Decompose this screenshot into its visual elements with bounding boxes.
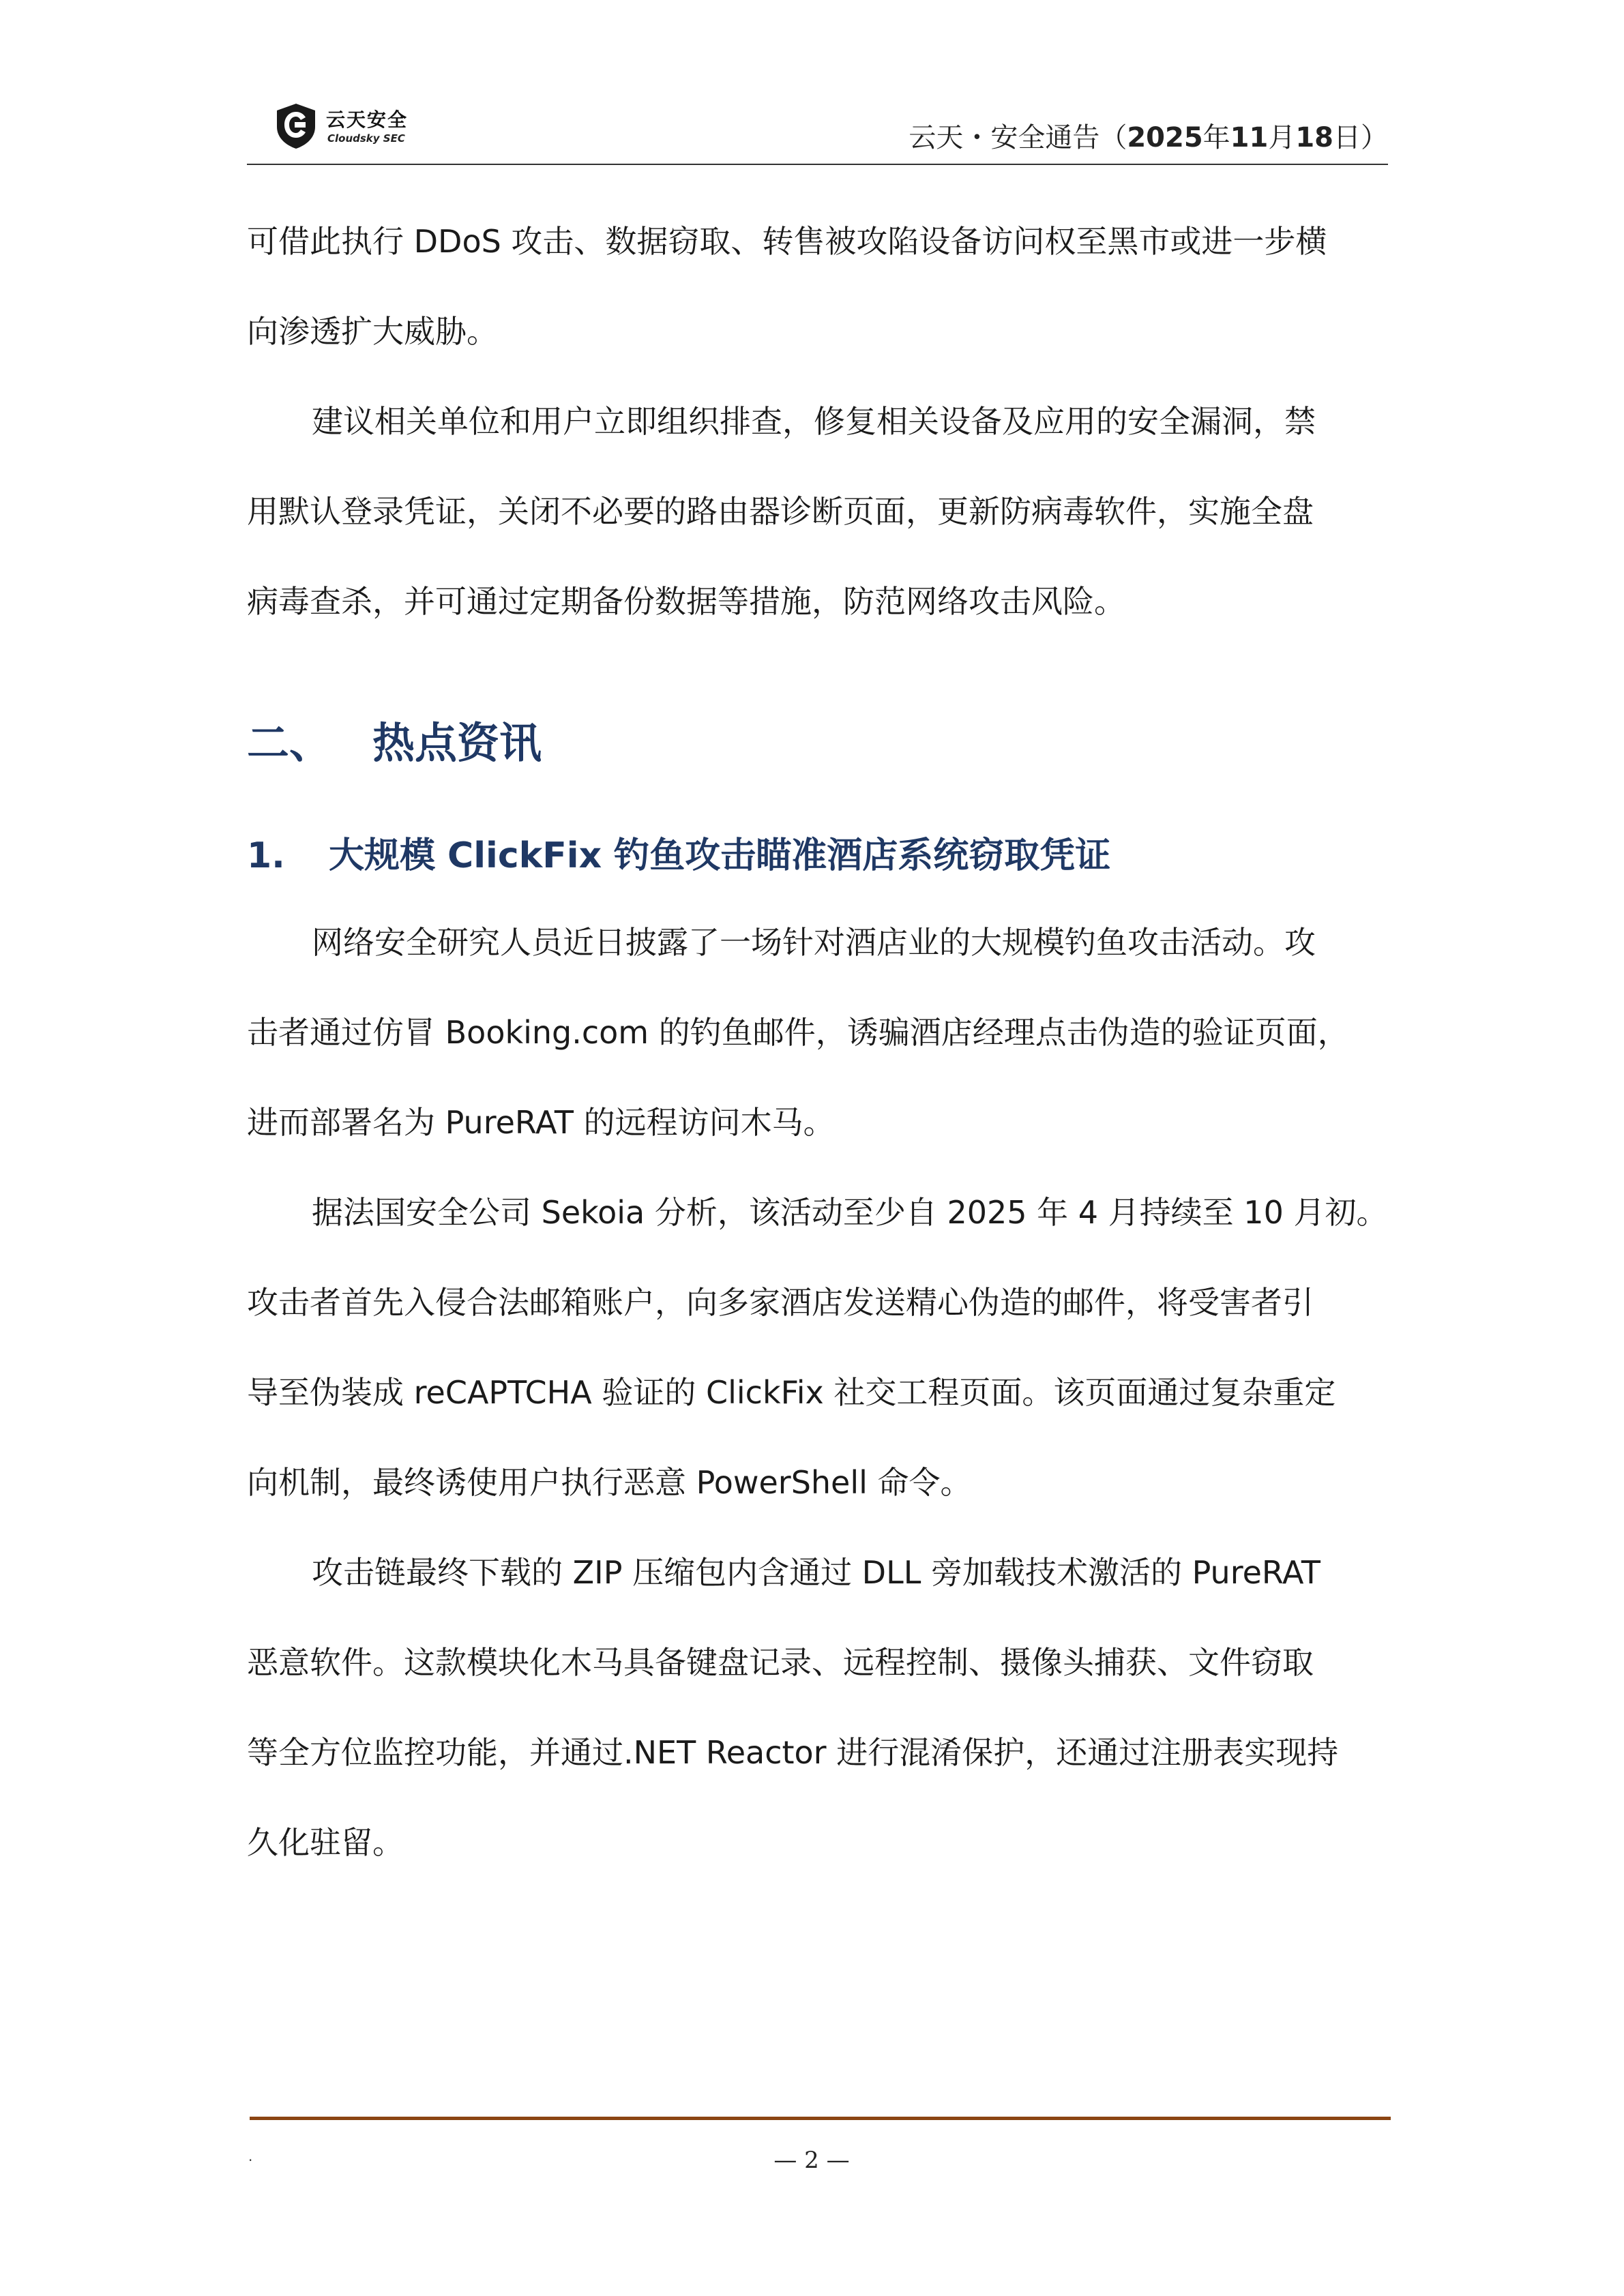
bulletin-title — [909, 116, 1388, 155]
bulletin-year: 2025 — [1127, 122, 1203, 153]
paragraph-line: 建议相关单位和用户立即组织排查，修复相关设备及应用的安全漏洞，禁 — [312, 403, 1316, 440]
paragraph-line: 病毒查杀，并可通过定期备份数据等措施，防范网络攻击风险。 — [247, 583, 1125, 620]
paragraph-line: 恶意软件。这款模块化木马具备键盘记录、远程控制、摄像头捕获、文件窃取 — [247, 1644, 1314, 1681]
paragraph-line: 等全方位监控功能，并通过.NET Reactor 进行混淆保护，还通过注册表实现持 — [247, 1734, 1339, 1771]
paragraph-line: 击者通过仿冒 Booking.com 的钓鱼邮件，诱骗酒店经理点击伪造的验证页面， — [247, 1014, 1349, 1051]
subsection-title: 大规模 ClickFix 钓鱼攻击瞄准酒店系统窃取凭证 — [328, 835, 1111, 876]
logo-english-text: Cloudsky SEC — [327, 132, 405, 145]
bulletin-month-unit: 月 — [1268, 122, 1296, 153]
company-logo — [274, 102, 438, 150]
bulletin-day-unit: 日） — [1333, 122, 1388, 153]
paragraph-line: 可借此执行 DDoS 攻击、数据窃取、转售被攻陷设备访问权至黑市或进一步横 — [247, 223, 1327, 260]
paragraph-line: 导至伪装成 reCAPTCHA 验证的 ClickFix 社交工程页面。该页面通过复杂重定 — [247, 1374, 1336, 1411]
bulletin-title-prefix: 云天・安全通告（ — [909, 122, 1127, 153]
footer-dot: . — [248, 2148, 253, 2164]
logo-chinese-text: 云天安全 — [326, 108, 409, 131]
paragraph-line: 进而部署名为 PureRAT 的远程访问木马。 — [247, 1104, 835, 1141]
paragraph-line: 攻击者首先入侵合法邮箱账户，向多家酒店发送精心伪造的邮件，将受害者引 — [247, 1284, 1314, 1321]
paragraph-line: 向机制，最终诱使用户执行恶意 PowerShell 命令。 — [247, 1464, 972, 1501]
subsection-number: 1. — [247, 835, 285, 876]
paragraph-line: 攻击链最终下载的 ZIP 压缩包内含通过 DLL 旁加载技术激活的 PureRAT — [312, 1554, 1320, 1591]
shield-logo-icon — [274, 102, 318, 150]
page-header — [247, 95, 1388, 164]
paragraph-line: 据法国安全公司 Sekoia 分析，该活动至少自 2025 年 4 月持续至 10 月初。 — [312, 1194, 1388, 1231]
header-divider — [247, 164, 1388, 165]
bulletin-month: 11 — [1230, 122, 1269, 153]
section-title: 热点资讯 — [372, 718, 542, 768]
section-number: 二、 — [247, 718, 332, 768]
subsection-heading — [247, 826, 1110, 878]
paragraph-line: 用默认登录凭证，关闭不必要的路由器诊断页面，更新防病毒软件，实施全盘 — [247, 493, 1314, 530]
bulletin-day: 18 — [1295, 122, 1333, 153]
page-number: — 2 — — [773, 2147, 850, 2174]
section-heading — [247, 709, 542, 770]
paragraph-line: 久化驻留。 — [247, 1824, 404, 1861]
paragraph-line: 网络安全研究人员近日披露了一场针对酒店业的大规模钓鱼攻击活动。攻 — [312, 924, 1316, 961]
footer-divider — [250, 2117, 1391, 2120]
paragraph-line: 向渗透扩大威胁。 — [247, 313, 498, 350]
bulletin-year-unit: 年 — [1202, 122, 1230, 153]
